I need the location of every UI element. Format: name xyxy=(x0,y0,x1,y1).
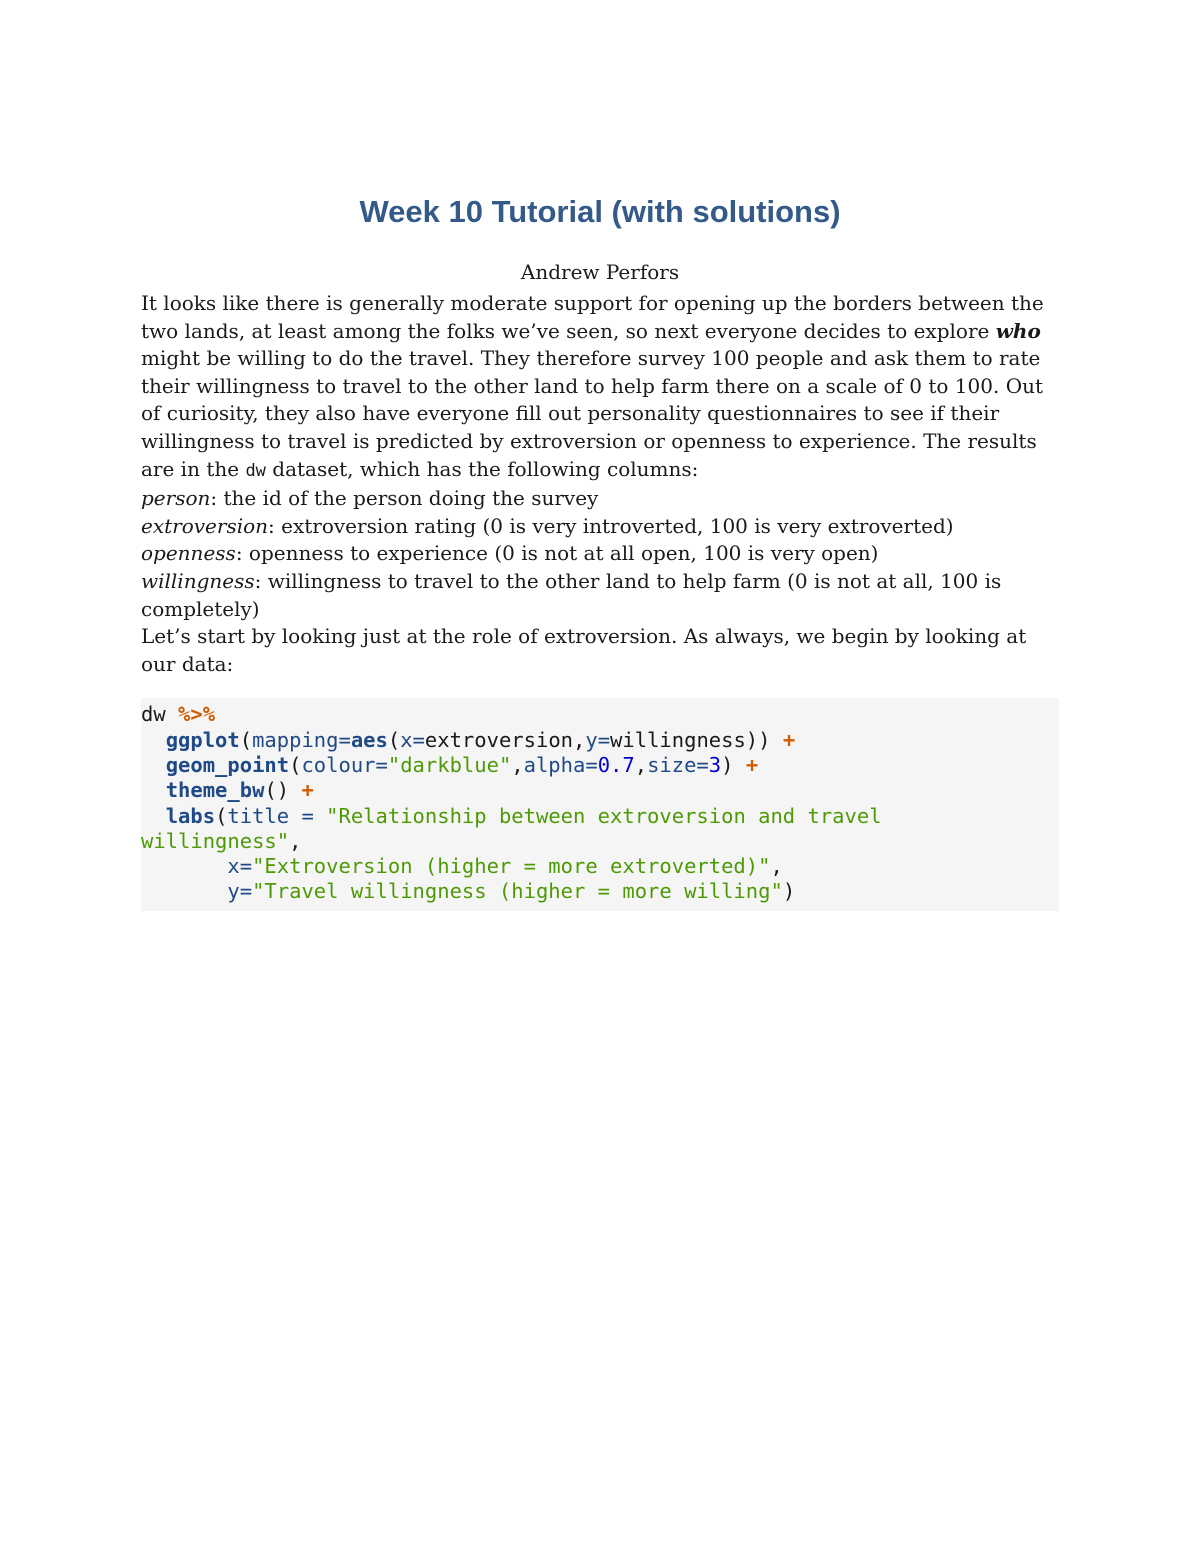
code-token: ( xyxy=(239,727,253,752)
number-literal: 0.7 xyxy=(597,752,635,777)
string-literal: willingness" xyxy=(141,828,290,853)
function-name: aes xyxy=(350,727,388,752)
code-token: , xyxy=(770,854,783,879)
string-literal: "darkblue" xyxy=(387,752,512,777)
code-token: , xyxy=(289,828,302,853)
column-definition-willingness xyxy=(141,568,1059,623)
intro-text-2: might be willing to do the travel. They therefore survey 100 people and ask them to rate their willingness to travel to the other land to help farm there on a scale of 0 to 100. Out of curiosity, they also have everyone fill out personality questionnaires to see if their willingness to travel is predicted by extroversion or openness to experience. The results are in the xyxy=(141,346,1044,481)
column-term: extroversion xyxy=(141,513,269,538)
intro-paragraph xyxy=(141,290,1059,485)
plus-operator: + xyxy=(782,727,796,752)
code-token: ) xyxy=(782,879,796,904)
code-token: dw xyxy=(141,702,179,727)
code-indent xyxy=(141,778,166,802)
code-token: () xyxy=(264,778,302,803)
document-page xyxy=(141,190,1059,911)
argument-name: alpha= xyxy=(523,752,598,777)
column-description: : willingness to travel to the other land to help farm (0 is not at all, 100 is completely) xyxy=(141,568,1002,621)
number-literal: 3 xyxy=(708,752,722,777)
code-token: , xyxy=(511,752,524,777)
intro-text-1: It looks like there is generally moderate support for opening up the borders between the two lands, at least among the folks we’ve seen, so next everyone decides to explore xyxy=(141,291,1044,343)
column-definition-openness xyxy=(141,540,1059,568)
plus-operator: + xyxy=(301,778,314,803)
argument-name: colour= xyxy=(301,752,388,777)
code-token: ) xyxy=(721,752,746,777)
pipe-operator: %>% xyxy=(178,702,216,727)
code-indent xyxy=(141,854,227,878)
code-token: extroversion, xyxy=(424,727,586,752)
column-term: openness xyxy=(141,541,236,566)
code-token: willingness)) xyxy=(610,727,783,752)
code-token: ( xyxy=(289,752,302,777)
argument-name: y= xyxy=(585,727,611,752)
code-indent xyxy=(141,879,227,903)
code-indent xyxy=(141,753,166,777)
string-literal: "Relationship between extroversion and travel xyxy=(326,803,882,828)
function-name: labs xyxy=(165,803,216,828)
code-indent xyxy=(141,804,166,828)
column-term: willingness xyxy=(141,568,255,593)
argument-name: x= xyxy=(400,727,425,752)
intro-emphasis: who xyxy=(995,318,1041,343)
code-token: ( xyxy=(215,803,228,828)
function-name: geom_point xyxy=(165,752,290,777)
author-name: Andrew Perfors xyxy=(520,260,680,284)
document-title: Week 10 Tutorial (with solutions) xyxy=(359,194,841,229)
column-definition-extroversion xyxy=(141,513,1059,541)
column-term: person xyxy=(141,486,211,511)
lead-in-paragraph: Let’s start by looking just at the role of extroversion. As always, we begin by looking at our data: xyxy=(141,624,1027,676)
argument-name: x= xyxy=(227,854,253,879)
function-name: ggplot xyxy=(165,727,240,752)
argument-name: y= xyxy=(227,879,253,904)
code-block xyxy=(141,698,1059,910)
code-token: , xyxy=(634,752,648,777)
argument-name: size= xyxy=(647,752,709,777)
column-description: : openness to experience (0 is not at all open, 100 is very open) xyxy=(235,541,879,566)
string-literal: "Travel willingness (higher = more willing" xyxy=(252,879,783,904)
dataset-name-code: dw xyxy=(245,460,266,481)
code-token: ( xyxy=(387,727,401,752)
string-literal: "Extroversion (higher = more extroverted)" xyxy=(252,854,771,879)
argument-name: title = xyxy=(227,803,327,828)
column-description: : extroversion rating (0 is very introverted, 100 is very extroverted) xyxy=(268,513,954,538)
function-name: theme_bw xyxy=(165,778,265,803)
column-description: : the id of the person doing the survey xyxy=(210,486,599,511)
code-indent xyxy=(141,728,166,752)
intro-text-3: dataset, which has the following columns: xyxy=(265,456,699,481)
column-definition-person xyxy=(141,485,1059,513)
plus-operator: + xyxy=(745,752,759,777)
argument-name: mapping= xyxy=(252,727,351,752)
